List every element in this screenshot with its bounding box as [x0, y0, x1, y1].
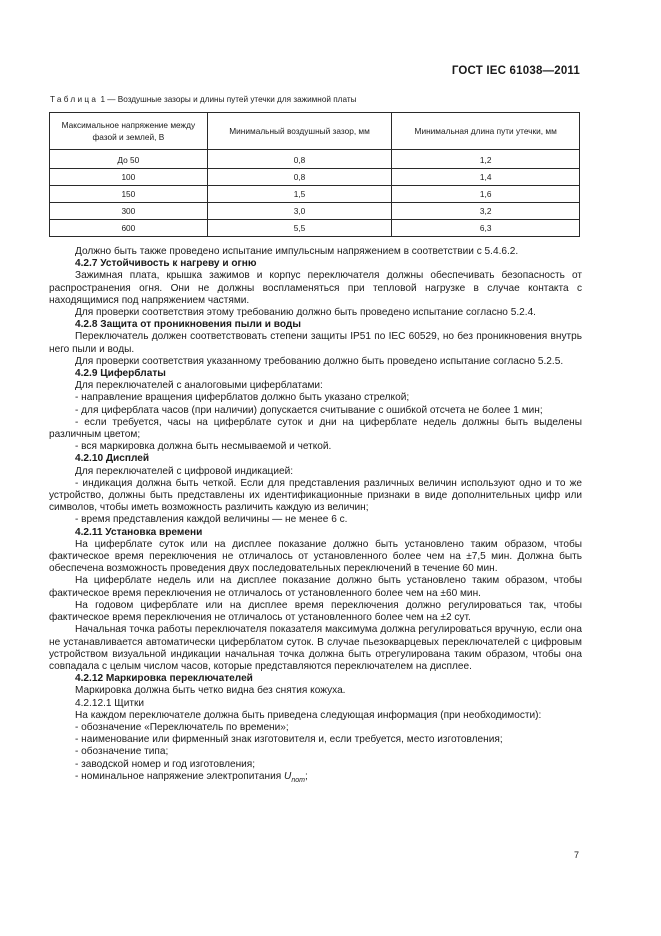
- paragraph: Для переключателей с аналоговыми циферблатами:: [75, 380, 323, 392]
- table-cell: 0,8: [207, 169, 392, 186]
- table-row: [50, 169, 580, 186]
- table-cell: 1,5: [207, 186, 392, 203]
- table-caption-title: 1 — Воздушные зазоры и длины путей утечки для зажимной платы: [98, 95, 357, 104]
- list-item-text: - номинальное напряжение электропитания: [75, 770, 285, 782]
- table-cell: 1,4: [392, 169, 580, 186]
- paragraph: На годовом циферблате или на дисплее время переключения должно регулироваться так, чтобы фактическое время переключения не отличалось от установленного более чем на ±2 сут.: [49, 599, 582, 624]
- table-cell: 5,5: [207, 220, 392, 237]
- table-row: [50, 186, 580, 203]
- table-cell: 3,0: [207, 203, 392, 220]
- list-item: - обозначение типа;: [75, 746, 169, 758]
- list-item: [49, 771, 582, 787]
- section-heading: 4.2.12 Маркировка переключателей: [75, 673, 253, 685]
- list-item: - время представления каждой величины — не менее 6 с.: [75, 514, 348, 526]
- voltage-symbol: U: [284, 770, 292, 782]
- paragraph: На циферблате суток или на дисплее показание должно быть установлено таким образом, чтобы фактическое время переключения не отличалось от установленного более чем на ±7,5 мин. Должна быть обеспечена возможность проведения двух последовательных переключений в течение 60 мин.: [49, 538, 582, 575]
- section-heading: 4.2.9 Циферблаты: [75, 368, 166, 380]
- table-cell: 600: [50, 220, 208, 237]
- table-cell: 100: [50, 169, 208, 186]
- paragraph: Маркировка должна быть четко видна без снятия кожуха.: [75, 685, 346, 697]
- paragraph: На каждом переключателе должна быть приведена следующая информация (при необходимости):: [75, 709, 542, 721]
- section-heading: 4.2.8 Защита от проникновения пыли и воды: [75, 319, 301, 331]
- clearance-table: [49, 112, 580, 237]
- table-cell: 1,2: [392, 150, 580, 169]
- table-cell: 6,3: [392, 220, 580, 237]
- section-heading: 4.2.7 Устойчивость к нагреву и огню: [75, 258, 257, 270]
- page-number: 7: [573, 850, 579, 860]
- paragraph: Для проверки соответствия этому требованию должно быть проведено испытание согласно 5.2.4.: [75, 307, 536, 319]
- table-header-cell: Минимальная длина пути утечки, мм: [392, 113, 580, 150]
- subsection-heading: 4.2.12.1 Щитки: [75, 697, 145, 709]
- section-heading: 4.2.11 Установка времени: [75, 526, 203, 538]
- paragraph: Начальная точка работы переключателя показателя максимума должна регулироваться вручную, если она не устанавливается автоматически циферблатом суток. В случае пьезокварцевых переключателей с цифровым устройством визуальной индикации начальная точка должна быть отрегулирована таким образом, чтобы она совпадала с целым числом часов, которые представляются переключателем на дисплее.: [49, 624, 582, 672]
- list-item-end: ;: [304, 770, 308, 782]
- table-cell: 0,8: [207, 150, 392, 169]
- paragraph: На циферблате недель или на дисплее показание должно быть установлено таким образом, чтобы фактическое время переключения не отличалось от установленного более чем на ±60 мин.: [49, 575, 582, 599]
- paragraph: Должно быть также проведено испытание импульсным напряжением в соответствии с 5.4.6.2.: [75, 246, 519, 257]
- section-heading: 4.2.10 Дисплей: [75, 453, 150, 465]
- list-item: - индикация должна быть четкой. Если для представления различных величин используют одно и то же устройство, должны быть представлены их идентификационные признаки в виде дополнительных цифр или символов, чтобы иметь возможность различить каждую из величин;: [49, 477, 582, 514]
- table-cell: 150: [50, 186, 208, 203]
- table-cell: 3,2: [392, 203, 580, 220]
- table-cell: 300: [50, 203, 208, 220]
- paragraph: Для проверки соответствия указанному требованию должно быть проведено испытание согласно 5.2.5.: [75, 355, 564, 367]
- document-body: [49, 246, 582, 787]
- table-cell: 1,6: [392, 186, 580, 203]
- table-caption-prefix: Таблица: [50, 95, 99, 104]
- standard-header: ГОСТ IEC 61038—2011: [451, 65, 580, 77]
- table-caption: [50, 95, 356, 104]
- list-item: - если требуется, часы на циферблате суток и дни на циферблате недель должны быть выделены различным цветом;: [49, 416, 582, 441]
- list-item: - направление вращения циферблатов должно быть указано стрелкой;: [75, 392, 410, 404]
- table-row: [50, 220, 580, 237]
- voltage-subscript: nom: [291, 776, 305, 784]
- paragraph: Зажимная плата, крышка зажимов и корпус переключателя должны обеспечивать безопасность от распространения огня. Они не должны воспламеняться при тепловой нагрузке в случае контакта с находящимися под напряжением частями.: [49, 270, 582, 306]
- table-row: [50, 150, 580, 169]
- table-header-row: [50, 113, 580, 150]
- paragraph: Переключатель должен соответствовать степени защиты IP51 по IEC 60529, но без проникновения внутрь него пыли и воды.: [49, 331, 582, 355]
- table-row: [50, 203, 580, 220]
- list-item: - для циферблата часов (при наличии) допускается считывание с ошибкой отсчета не более 1 мин;: [75, 404, 543, 416]
- table-cell: До 50: [50, 150, 208, 169]
- table-header-cell: Минимальный воздушный зазор, мм: [207, 113, 392, 150]
- list-item: - обозначение «Переключатель по времени»;: [75, 721, 289, 733]
- table-header-cell: Максимальное напряжение между фазой и землей, В: [50, 113, 208, 150]
- list-item: - вся маркировка должна быть несмываемой и четкой.: [75, 441, 332, 453]
- paragraph: Для переключателей с цифровой индикацией:: [75, 465, 294, 477]
- list-item: - заводской номер и год изготовления;: [75, 758, 256, 770]
- list-item: - наименование или фирменный знак изготовителя и, если требуется, место изготовления;: [75, 734, 503, 746]
